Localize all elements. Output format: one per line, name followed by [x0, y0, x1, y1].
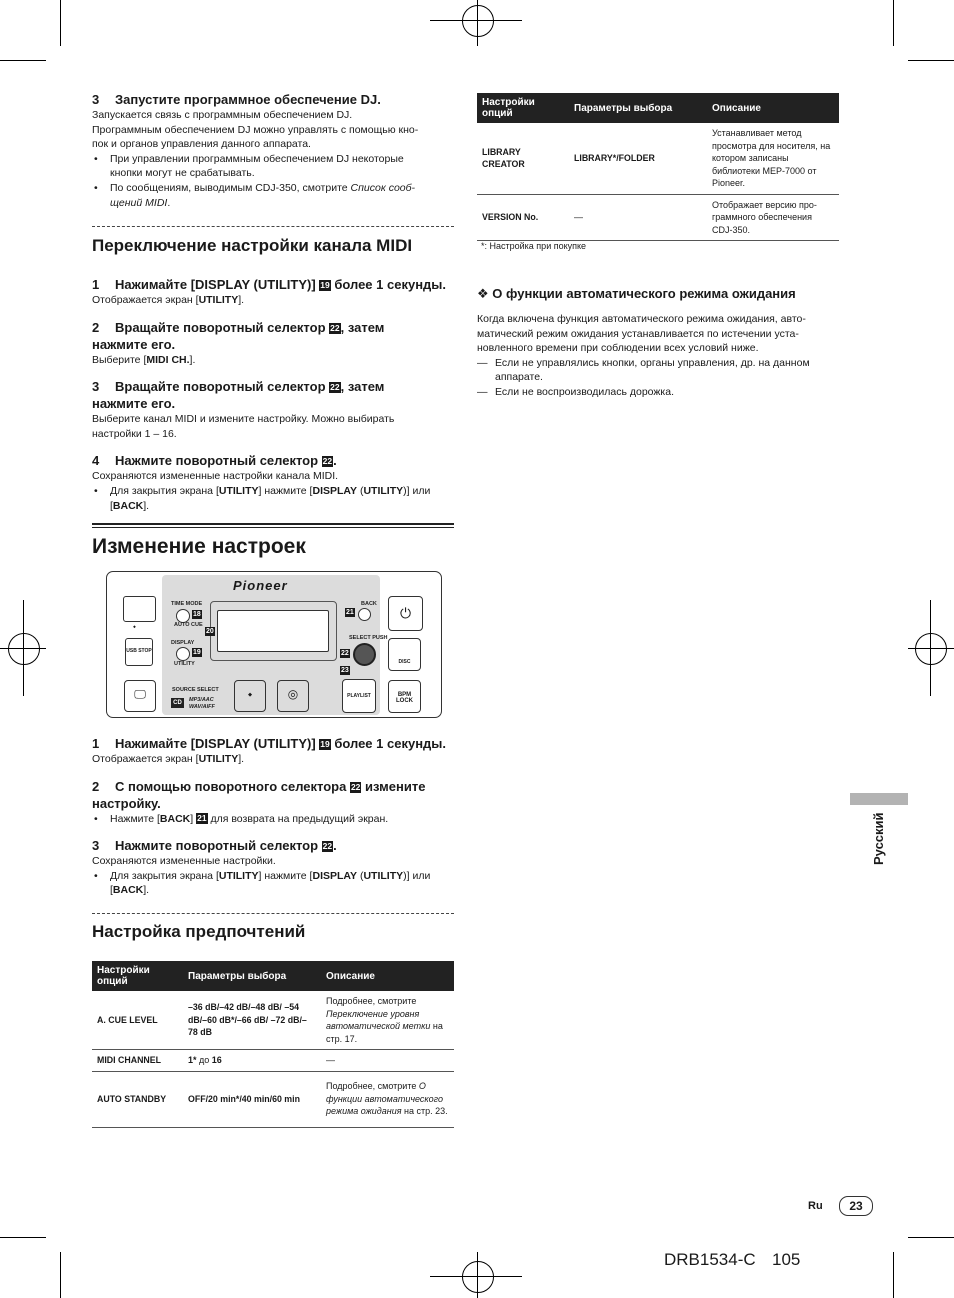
- table-row: MIDI CHANNEL 1* до 16 —: [92, 1050, 454, 1072]
- column-header: Описание: [707, 93, 839, 123]
- crop-mark: [60, 0, 61, 46]
- time-mode-button[interactable]: [176, 609, 190, 623]
- formats-label: MP3/AAC WAV/AIFF: [189, 697, 215, 710]
- column-header: Описание: [321, 961, 454, 991]
- intro-step: [92, 91, 457, 210]
- label-time-mode: TIME MODE: [171, 601, 203, 607]
- rotary-selector[interactable]: [353, 643, 376, 666]
- ref-badge: 22: [350, 781, 361, 792]
- section-heading: Настройка предпочтений: [92, 922, 306, 941]
- step-title: 2 С помощью поворотного селектора 22 измените настройку.: [92, 778, 426, 811]
- ref-badge: 22: [322, 841, 333, 852]
- ref-badge: 21: [197, 812, 207, 823]
- change-steps: 1 Нажимайте [DISPLAY (UTILITY)] 19 более 1 секунды. Отображается экран [UTILITY]. 2 С помощью поворотного селектора 22 измените настройку. • Нажмите [BACK] 21 для возврата на предыдущий экран. 3 Нажмите поворотный селектор 22. Сохраняются измененные настройки. • Для закрытия экрана [UTILITY] нажмите [DISPLAY (UTILITY)] или [BACK].: [92, 735, 457, 898]
- bullet: • По сообщениям, выводимым CDJ-350, смотрите Список сооб- щений MIDI.: [92, 181, 457, 210]
- step-title: 3 Вращайте поворотный селектор 22, затем нажмите его.: [92, 379, 385, 412]
- step-title: 3 Запустите программное обеспечение DJ.: [92, 92, 381, 107]
- usb-icon: ⬩: [133, 622, 136, 631]
- label-select-push: SELECT PUSH: [349, 635, 388, 641]
- usb-source-button[interactable]: ⬩: [234, 680, 266, 712]
- label-utility: UTILITY: [174, 661, 195, 667]
- table-row: LIBRARY CREATOR LIBRARY*/FOLDER Устанавливает метод просмотра для носителя, на котором записаны библиотеки MEP-7000 от Pioneer.: [477, 123, 839, 194]
- language-label: Русский: [871, 812, 886, 865]
- ref-badge: 22: [330, 382, 340, 393]
- bullet: • Для закрытия экрана [UTILITY] нажмите [DISPLAY (UTILITY)] или [BACK].: [92, 869, 457, 898]
- dash-item: — Если не управлялись кнопки, органы управления, др. на данном аппарате.: [477, 356, 842, 385]
- ref-badge: 22: [330, 322, 340, 333]
- column-header: Параметры выбора: [183, 961, 321, 991]
- ref-badge: 19: [320, 739, 330, 749]
- step-title: 3 Нажмите поворотный селектор 22.: [92, 838, 337, 854]
- bullet: • Нажмите [BACK] 21 для возврата на предыдущий экран.: [92, 812, 457, 827]
- crop-mark: [0, 1237, 46, 1238]
- doc-code: DRB1534-C: [664, 1250, 756, 1269]
- section-divider: [92, 913, 454, 914]
- page-number: 23: [839, 1196, 873, 1216]
- subsection-heading: ❖ О функции автоматического режима ожидания: [477, 286, 796, 301]
- crop-mark: [908, 1237, 954, 1238]
- ref-badge: 22: [322, 456, 333, 467]
- registration-mark: [915, 633, 947, 665]
- label-source-select: SOURCE SELECT: [172, 687, 219, 693]
- cd-logo: CD: [171, 698, 184, 708]
- table-header: [92, 961, 454, 991]
- cdj-front-panel: [106, 571, 442, 718]
- step-title: 1 Нажимайте [DISPLAY (UTILITY)] 19 более 1 секунды.: [92, 736, 447, 751]
- bullet: • При управлении программным обеспечением DJ некоторые кнопки могут не срабатывать.: [92, 152, 457, 181]
- column-header: Настройки опций: [477, 93, 569, 123]
- display-frame: [210, 601, 337, 661]
- usb-port-cover: [123, 596, 156, 622]
- crop-mark: [60, 1252, 61, 1298]
- label-display: DISPLAY: [171, 640, 195, 646]
- back-button[interactable]: [358, 608, 371, 621]
- ref-badge: 18: [193, 611, 201, 618]
- paragraph: Запускается связь с программным обеспечением DJ.: [92, 109, 353, 121]
- language-tab: [850, 793, 908, 805]
- bpm-lock-button[interactable]: BPM LOCK: [388, 680, 421, 713]
- registration-mark: [8, 633, 40, 665]
- ref-badge: 19: [320, 280, 330, 290]
- page-section-title: Изменение настроек: [92, 535, 306, 558]
- section-rule: [92, 527, 454, 528]
- step-title: 2 Вращайте поворотный селектор 22, затем нажмите его.: [92, 319, 385, 352]
- table-header: [477, 93, 839, 123]
- crop-mark: [0, 60, 46, 61]
- dash-item: — Если не воспроизводилась дорожка.: [477, 385, 842, 400]
- crop-mark: [908, 60, 954, 61]
- ref-badge: 22: [341, 650, 349, 657]
- midi-steps: 1 Нажимайте [DISPLAY (UTILITY)] 19 более 1 секунды. Отображается экран [UTILITY]. 2 Вращайте поворотный селектор 22, затем нажмите его. Выберите [MIDI CH.]. 3 Вращайте поворотный селектор 22, затем нажмите его. Выберите канал MIDI и измените настройку. Можно выбирать настройки 1 – 16. 4 Нажмите поворотный селектор 22. Сохраняются измененные настройки канала MIDI. • Для закрытия экрана [UTILITY] нажмите [DISPLAY (UTILITY)] или [BACK].: [92, 276, 457, 513]
- brand-logo: Pioneer: [233, 578, 288, 593]
- ref-badge: 19: [193, 649, 201, 656]
- crop-mark: [893, 0, 894, 46]
- ref-badge: 21: [346, 609, 354, 616]
- bullet: • Для закрытия экрана [UTILITY] нажмите [DISPLAY (UTILITY)] или [BACK].: [92, 484, 457, 513]
- section-rule: [92, 523, 454, 525]
- power-button[interactable]: ⏻: [388, 596, 423, 631]
- display-button[interactable]: [176, 647, 190, 661]
- column-header: Настройки опций: [92, 961, 183, 991]
- section-heading: Переключение настройки канала MIDI: [92, 236, 413, 255]
- step-title: 1 Нажимайте [DISPLAY (UTILITY)] 19 более 1 секунды.: [92, 277, 447, 292]
- ref-badge: 23: [341, 667, 349, 674]
- diamond-icon: ❖: [477, 286, 489, 301]
- table-row: A. CUE LEVEL –36 dB/–42 dB/–48 dB/ –54 dB/–60 dB*/–66 dB/ –72 dB/–78 dB Подробнее, смотрите Переключение уровня автоматической метки на стр. 17.: [92, 991, 454, 1050]
- section-divider: [92, 226, 454, 227]
- column-header: Параметры выбора: [569, 93, 707, 123]
- table-row: AUTO STANDBY OFF/20 min*/40 min/60 min Подробнее, смотрите О функции автоматического режима ожидания на стр. 23.: [92, 1071, 454, 1127]
- footer-lang: Ru: [808, 1200, 823, 1212]
- step-title: 4 Нажмите поворотный селектор 22.: [92, 453, 337, 469]
- ref-badge: 20: [206, 628, 214, 635]
- computer-icon[interactable]: 🖵: [124, 680, 156, 712]
- crop-mark: [893, 1252, 894, 1298]
- label-auto-cue: AUTO CUE: [174, 622, 203, 628]
- paragraph: пок и органов управления данного аппарата.: [92, 138, 311, 151]
- usb-stop-button[interactable]: USB STOP: [125, 638, 153, 666]
- library-table: [477, 93, 839, 241]
- disc-source-button[interactable]: ◎: [277, 680, 309, 712]
- table-row: VERSION No. — Отображает версию про-граммного обеспечения CDJ-350.: [477, 194, 839, 241]
- table-footnote: *: Настройка при покупке: [481, 241, 587, 251]
- playlist-button[interactable]: PLAYLIST: [342, 679, 376, 713]
- disc-eject-button[interactable]: DISC: [388, 638, 421, 671]
- preferences-table: [92, 961, 454, 1128]
- standby-text: Когда включена функция автоматического режима ожидания, авто- матический режим ожидания устанавливается по истечении уста- новленного времени при соблюдении всех условий ниже. — Если не управлялись кнопки, органы управления, др. на данном аппарате. — Если не воспроизводилась дорожка.: [477, 312, 842, 400]
- registration-mark: [462, 1261, 494, 1293]
- paragraph: Программным обеспечением DJ можно управлять с помощью кно-: [92, 123, 419, 136]
- registration-mark: [462, 5, 494, 37]
- label-back: BACK: [361, 601, 377, 607]
- doc-page: 105: [772, 1250, 801, 1269]
